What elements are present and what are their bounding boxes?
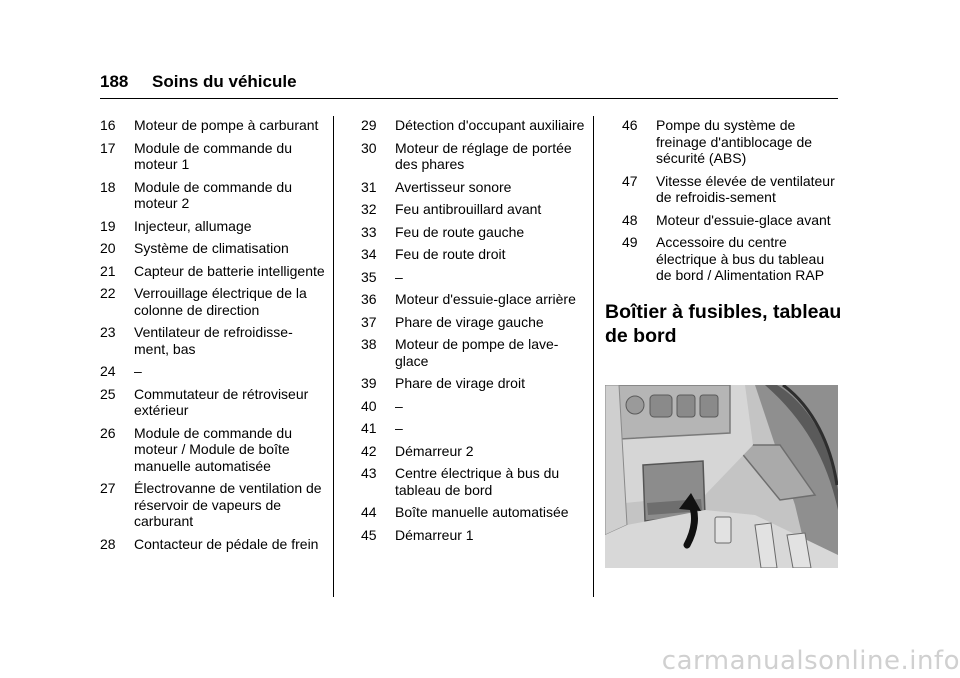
fuse-description: Module de commande du moteur 2 bbox=[134, 178, 292, 211]
fuse-number: 29 bbox=[361, 117, 377, 133]
list-item bbox=[100, 363, 325, 380]
fuse-number: 48 bbox=[622, 211, 638, 228]
fuse-description: Accessoire du centre électrique à bus du tableau de bord / Alimentation RAP bbox=[656, 234, 825, 283]
fuse-number: 33 bbox=[361, 223, 377, 240]
fuse-description: Commutateur de rétroviseur extérieur bbox=[134, 385, 309, 418]
fuse-description: Moteur d'essuie-glace avant bbox=[656, 211, 831, 228]
fuse-number: 22 bbox=[100, 285, 116, 301]
list-item bbox=[622, 117, 840, 167]
fuse-description: Phare de virage droit bbox=[395, 375, 525, 391]
fuse-number: 45 bbox=[361, 526, 377, 543]
list-item bbox=[361, 201, 586, 218]
page-number: 188 bbox=[100, 72, 129, 91]
list-item bbox=[361, 291, 586, 308]
list-item bbox=[100, 480, 325, 530]
fuse-number: 39 bbox=[361, 375, 377, 391]
fuse-number: 18 bbox=[100, 178, 116, 195]
fuse-description: Injecteur, allumage bbox=[134, 217, 252, 234]
fuse-number: 24 bbox=[100, 363, 116, 379]
fuse-description: Phare de virage gauche bbox=[395, 313, 544, 330]
fuse-number: 21 bbox=[100, 262, 116, 279]
fuse-description: Centre électrique à bus du tableau de bord bbox=[395, 465, 560, 498]
fuse-list-column-1 bbox=[100, 117, 325, 558]
list-item bbox=[361, 224, 586, 241]
list-item bbox=[361, 179, 586, 196]
fuse-number: 49 bbox=[622, 234, 638, 250]
list-item bbox=[361, 398, 586, 415]
list-item bbox=[100, 536, 325, 553]
fuse-description: Électrovanne de ventilation de réservoir de vapeurs de carburant bbox=[134, 480, 322, 529]
section-title: Soins du véhicule bbox=[152, 72, 297, 91]
fuse-description: Feu de route droit bbox=[395, 246, 506, 262]
fuse-number: 42 bbox=[361, 442, 377, 459]
fuse-number: 46 bbox=[622, 117, 638, 133]
fuse-number: 20 bbox=[100, 240, 116, 256]
list-item bbox=[361, 314, 586, 331]
fuse-list-column-2 bbox=[361, 117, 586, 549]
fuse-description: Module de commande du moteur 1 bbox=[134, 139, 292, 172]
fuse-number: 34 bbox=[361, 246, 377, 262]
fuse-description: – bbox=[134, 363, 142, 379]
fuse-description: Moteur de réglage de portée des phares bbox=[395, 139, 572, 172]
fuse-number: 17 bbox=[100, 139, 116, 156]
list-item bbox=[622, 173, 840, 206]
fuse-number: 37 bbox=[361, 313, 377, 330]
fuse-description: Pompe du système de freinage d'antiblocage de sécurité (ABS) bbox=[656, 117, 813, 166]
fuse-number: 47 bbox=[622, 172, 638, 189]
fuse-number: 16 bbox=[100, 117, 116, 133]
fuse-description: Moteur d'essuie-glace arrière bbox=[395, 291, 576, 307]
list-item bbox=[100, 324, 325, 357]
fuse-description: – bbox=[395, 420, 403, 436]
fuse-number: 23 bbox=[100, 324, 116, 340]
watermark-footer: carmanualsonline.info bbox=[661, 646, 960, 676]
list-item bbox=[100, 218, 325, 235]
section-heading: Boîtier à fusibles, tableau de bord bbox=[605, 300, 842, 347]
fuse-description: Avertisseur sonore bbox=[395, 178, 512, 195]
fuse-description: – bbox=[395, 268, 403, 285]
fuse-number: 27 bbox=[100, 480, 116, 496]
fuse-number: 35 bbox=[361, 268, 377, 285]
fuse-number: 31 bbox=[361, 178, 377, 195]
dashboard-fuse-box-illustration bbox=[605, 385, 838, 568]
fuse-description: Capteur de batterie intelligente bbox=[134, 262, 325, 279]
list-item bbox=[100, 117, 325, 134]
list-item bbox=[361, 443, 586, 460]
list-item bbox=[361, 246, 586, 263]
list-item bbox=[100, 240, 325, 257]
fuse-number: 41 bbox=[361, 420, 377, 436]
list-item bbox=[361, 465, 586, 498]
list-item bbox=[100, 140, 325, 173]
fuse-number: 38 bbox=[361, 336, 377, 352]
fuse-description: Démarreur 2 bbox=[395, 442, 474, 459]
fuse-number: 40 bbox=[361, 397, 377, 414]
fuse-number: 30 bbox=[361, 139, 377, 156]
fuse-number: 32 bbox=[361, 201, 377, 217]
list-item bbox=[361, 375, 586, 392]
fuse-description: Moteur de pompe à carburant bbox=[134, 117, 319, 133]
fuse-number: 25 bbox=[100, 385, 116, 402]
fuse-description: Feu antibrouillard avant bbox=[395, 201, 542, 217]
fuse-description: Vitesse élevée de ventilateur de refroidis‐sement bbox=[656, 172, 835, 205]
fuse-description: Démarreur 1 bbox=[395, 526, 474, 543]
fuse-description: Boîte manuelle automatisée bbox=[395, 504, 569, 520]
column-divider-1 bbox=[333, 116, 334, 597]
list-item bbox=[100, 285, 325, 318]
list-item bbox=[361, 420, 586, 437]
fuse-list-column-3 bbox=[605, 117, 842, 348]
list-item bbox=[622, 212, 840, 229]
fuse-number: 36 bbox=[361, 291, 377, 307]
fuse-description: Moteur de pompe de lave-glace bbox=[395, 336, 559, 369]
list-item bbox=[361, 269, 586, 286]
fuse-number: 19 bbox=[100, 217, 116, 234]
list-item bbox=[361, 527, 586, 544]
fuse-number: 26 bbox=[100, 424, 116, 441]
fuse-description: Module de commande du moteur / Module de boîte manuelle automatisée bbox=[134, 424, 292, 474]
fuse-number: 44 bbox=[361, 504, 377, 520]
fuse-description: Contacteur de pédale de frein bbox=[134, 535, 319, 552]
list-item bbox=[361, 117, 586, 134]
list-item bbox=[361, 336, 586, 369]
list-item bbox=[361, 504, 586, 521]
list-item bbox=[361, 140, 586, 173]
fuse-description: Système de climatisation bbox=[134, 240, 289, 256]
fuse-description: Ventilateur de refroidisse‐ment, bas bbox=[134, 324, 293, 357]
fuse-description: Détection d'occupant auxiliaire bbox=[395, 117, 585, 133]
list-item bbox=[100, 425, 325, 475]
list-item bbox=[622, 234, 840, 284]
fuse-description: Feu de route gauche bbox=[395, 223, 525, 240]
fuse-number: 28 bbox=[100, 535, 116, 552]
column-divider-2 bbox=[593, 116, 594, 597]
fuse-number: 43 bbox=[361, 465, 377, 481]
list-item bbox=[100, 179, 325, 212]
fuse-description: Verrouillage électrique de la colonne de direction bbox=[134, 285, 307, 318]
list-item bbox=[100, 263, 325, 280]
list-item bbox=[100, 386, 325, 419]
page-header bbox=[100, 72, 838, 99]
fuse-description: – bbox=[395, 397, 403, 414]
